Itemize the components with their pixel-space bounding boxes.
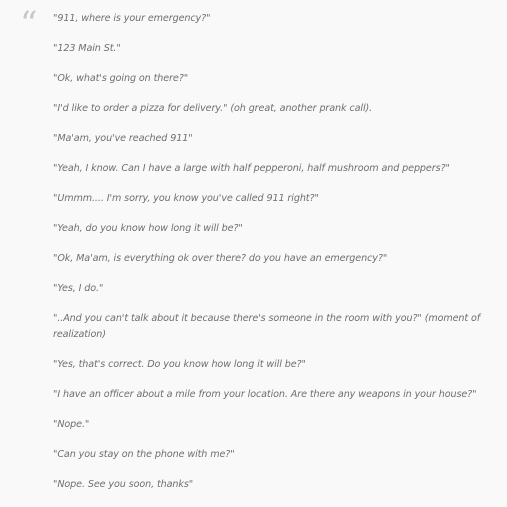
dialogue-line: "I'd like to order a pizza for delivery." (oh great, another prank call). (53, 103, 373, 114)
dialogue-line: "Nope." (53, 419, 90, 430)
dialogue-line: "911, where is your emergency?" (53, 13, 211, 24)
dialogue-line: "123 Main St." (53, 43, 121, 54)
dialogue-line: "Can you stay on the phone with me?" (53, 449, 235, 460)
dialogue-line: "Yes, that's correct. Do you know how long it will be?" (53, 359, 306, 370)
dialogue-line: "Yes, I do." (53, 283, 104, 294)
dialogue-line: "Nope. See you soon, thanks" (53, 479, 194, 490)
dialogue-line: "I have an officer about a mile from your location. Are there any weapons in your house?" (53, 389, 477, 400)
dialogue-lines (53, 11, 493, 507)
dialogue-line: "Ummm.... I'm sorry, you know you've called 911 right?" (53, 193, 319, 204)
dialogue-line: "Ok, Ma'am, is everything ok over there? do you have an emergency?" (53, 253, 388, 264)
dialogue-line: "Yeah, do you know how long it will be?" (53, 223, 243, 234)
dialogue-line: "Yeah, I know. Can I have a large with half pepperoni, half mushroom and peppers?" (53, 163, 450, 174)
dialogue-line: "Ma'am, you've reached 911" (53, 133, 193, 144)
quote-mark-icon: “ (20, 4, 38, 44)
dialogue-line: "..And you can't talk about it because there's someone in the room with you?" (moment of realization) (53, 313, 481, 340)
dialogue-line: "Ok, what's going on there?" (53, 73, 189, 84)
